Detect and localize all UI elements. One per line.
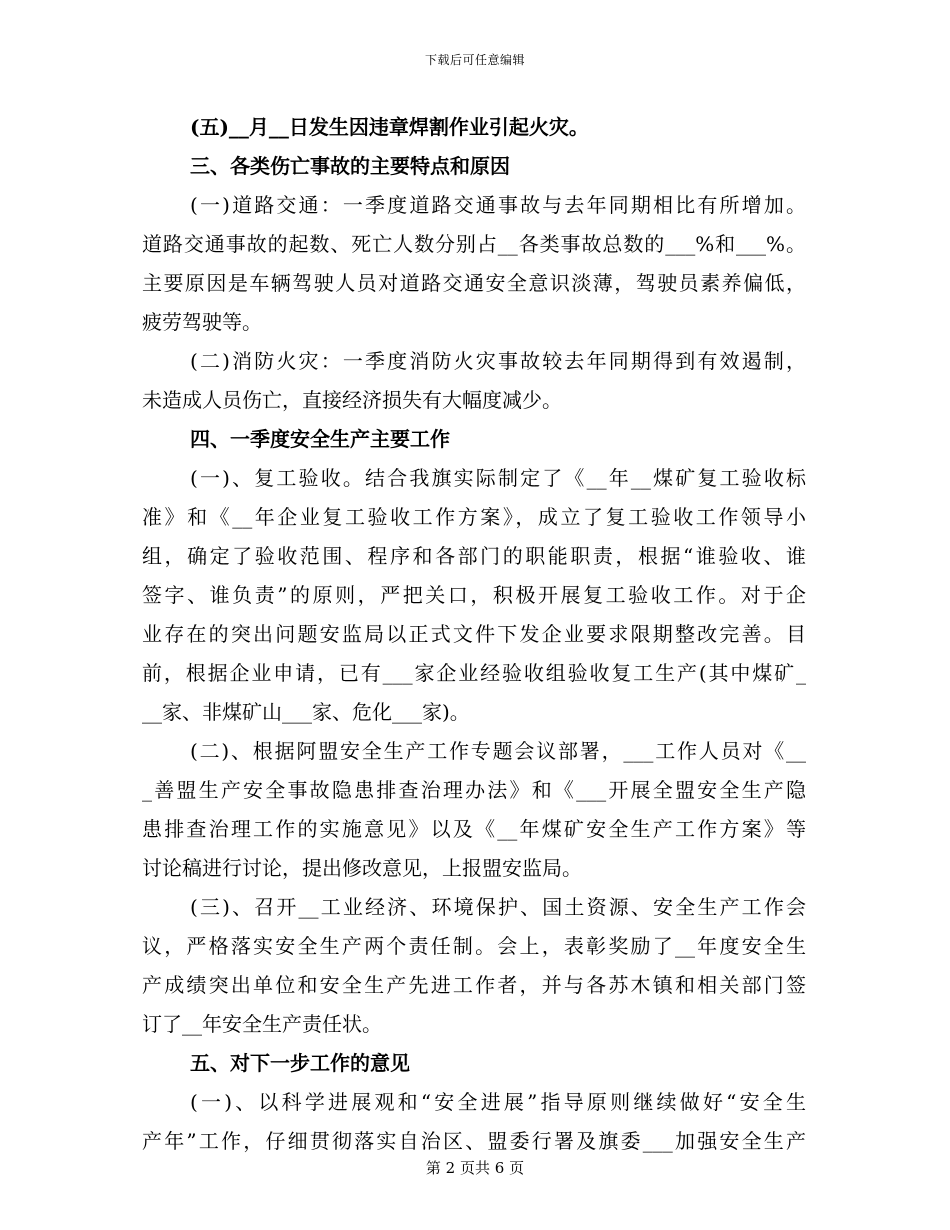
paragraph-line: 讨论稿进行讨论，提出修改意见，上报盟安监局。 xyxy=(142,856,582,880)
document-body xyxy=(142,108,806,1161)
section-heading-five: 五、对下一步工作的意见 xyxy=(190,1051,410,1075)
paragraph-line: (三)、召开__工业经济、环境保护、国土资源、安全生产工作会 xyxy=(190,895,806,919)
subsection-five-line: (五)__月__日发生因违章焊割作业引起火灾。 xyxy=(190,115,589,139)
section-heading-three: 三、各类伤亡事故的主要特点和原因 xyxy=(190,154,510,178)
paragraph-line: (一)、以科学进展观和“安全进展”指导原则继续做好“安全生 xyxy=(190,1090,806,1114)
paragraph-line: (一)、复工验收。结合我旗实际制定了《__年__煤矿复工验收标 xyxy=(190,466,806,490)
paragraph-line: 准》和《__年企业复工验收工作方案》，成立了复工验收工作领导小 xyxy=(142,505,806,529)
paragraph-line: 组，确定了验收范围、程序和各部门的职能职责，根据“谁验收、谁 xyxy=(142,544,806,568)
paragraph-line: __家、非煤矿山___家、危化___家)。 xyxy=(142,700,470,724)
paragraph-line: 议，严格落实安全生产两个责任制。会上，表彰奖励了__年度安全生 xyxy=(142,934,806,958)
paragraph-line: _善盟生产安全事故隐患排查治理办法》和《___开展全盟安全生产隐 xyxy=(142,778,806,802)
paragraph-line: 订了__年安全生产责任状。 xyxy=(142,1012,382,1036)
paragraph-line: 业存在的突出问题安监局以正式文件下发企业要求限期整改完善。目 xyxy=(142,622,806,646)
paragraph-line: (二)消防火灾：一季度消防火灾事故较去年同期得到有效遏制， xyxy=(190,349,806,373)
paragraph-line: 产成绩突出单位和安全生产先进工作者，并与各苏木镇和相关部门签 xyxy=(142,973,806,997)
paragraph-line: (二)、根据阿盟安全生产工作专题会议部署，___工作人员对《__ xyxy=(190,739,806,763)
section-heading-four: 四、一季度安全生产主要工作 xyxy=(190,427,450,451)
paragraph-line: 患排查治理工作的实施意见》以及《__年煤矿安全生产工作方案》等 xyxy=(142,817,806,841)
paragraph-line: 产年”工作，仔细贯彻落实自治区、盟委行署及旗委___加强安全生产 xyxy=(142,1129,806,1153)
page-header: 下载后可任意编辑 xyxy=(424,53,525,67)
paragraph-line: 主要原因是车辆驾驶人员对道路交通安全意识淡薄，驾驶员素养偏低， xyxy=(142,271,806,295)
paragraph-line: 疲劳驾驶等。 xyxy=(142,310,262,334)
page-number-footer: 第 2 页共 6 页 xyxy=(425,1159,525,1177)
paragraph-line: 道路交通事故的起数、死亡人数分别占__各类事故总数的___%和___%。 xyxy=(142,232,806,256)
paragraph-line: (一)道路交通：一季度道路交通事故与去年同期相比有所增加。 xyxy=(190,193,806,217)
paragraph-line: 未造成人员伤亡，直接经济损失有大幅度减少。 xyxy=(142,388,562,412)
paragraph-line: 前，根据企业申请，已有___家企业经验收组验收复工生产(其中煤矿_ xyxy=(142,661,806,685)
paragraph-line: 签字、谁负责”的原则，严把关口，积极开展复工验收工作。对于企 xyxy=(142,583,806,607)
